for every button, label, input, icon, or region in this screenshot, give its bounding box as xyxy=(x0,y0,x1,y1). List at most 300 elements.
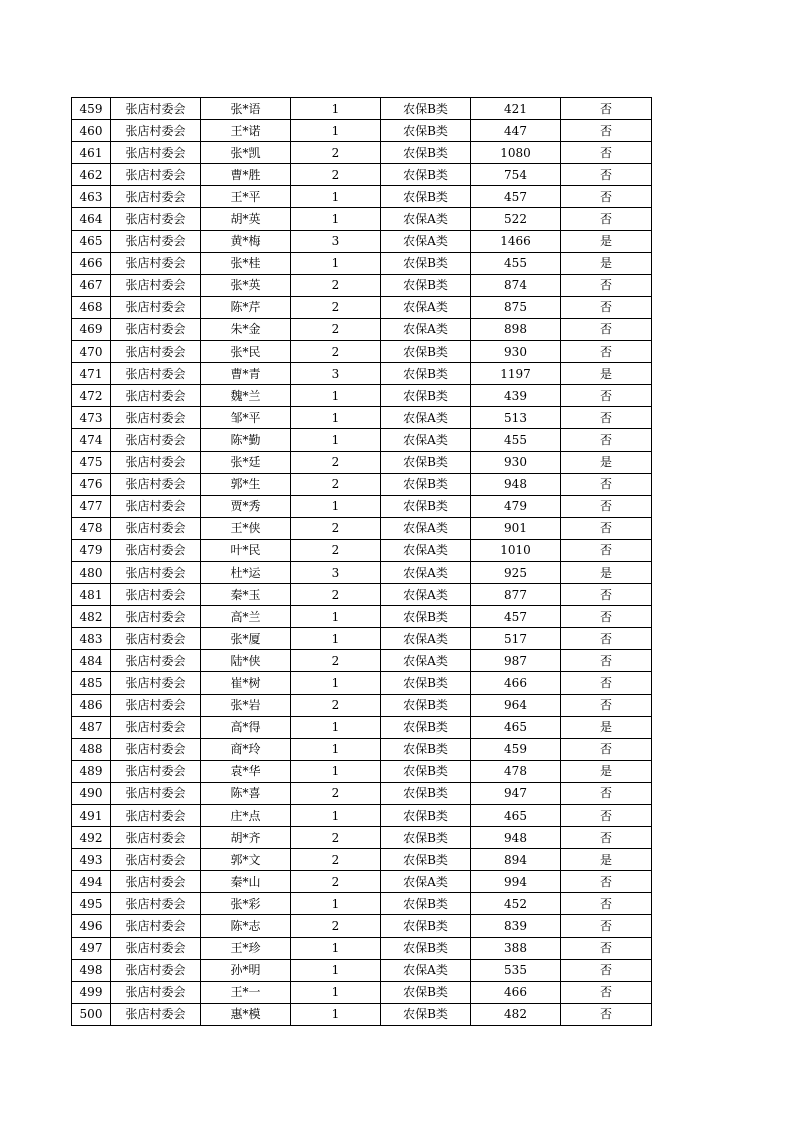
table-row xyxy=(72,318,652,340)
row-number-cell: 499 xyxy=(72,981,111,1003)
table-row xyxy=(72,561,652,583)
table-row xyxy=(72,539,652,561)
village-cell: 张店村委会 xyxy=(111,849,201,871)
village-cell: 张店村委会 xyxy=(111,407,201,429)
table-row xyxy=(72,959,652,981)
row-number-cell: 460 xyxy=(72,120,111,142)
table-row xyxy=(72,473,652,495)
flag-cell: 否 xyxy=(561,738,652,760)
flag-cell: 否 xyxy=(561,782,652,804)
row-number-cell: 490 xyxy=(72,782,111,804)
flag-cell: 否 xyxy=(561,805,652,827)
village-cell: 张店村委会 xyxy=(111,981,201,1003)
village-cell: 张店村委会 xyxy=(111,495,201,517)
village-cell: 张店村委会 xyxy=(111,738,201,760)
person-name-cell: 邹*平 xyxy=(201,407,291,429)
amount-cell: 1010 xyxy=(471,539,561,561)
amount-cell: 535 xyxy=(471,959,561,981)
amount-cell: 517 xyxy=(471,628,561,650)
household-size-cell: 1 xyxy=(291,937,381,959)
flag-cell: 否 xyxy=(561,208,652,230)
person-name-cell: 张*岩 xyxy=(201,694,291,716)
amount-cell: 930 xyxy=(471,451,561,473)
row-number-cell: 481 xyxy=(72,584,111,606)
table-row xyxy=(72,98,652,120)
insurance-type-cell: 农保B类 xyxy=(381,827,471,849)
amount-cell: 421 xyxy=(471,98,561,120)
table-row xyxy=(72,208,652,230)
insurance-type-cell: 农保B类 xyxy=(381,915,471,937)
household-size-cell: 1 xyxy=(291,738,381,760)
insurance-type-cell: 农保B类 xyxy=(381,341,471,363)
insurance-type-cell: 农保B类 xyxy=(381,451,471,473)
village-cell: 张店村委会 xyxy=(111,827,201,849)
flag-cell: 否 xyxy=(561,584,652,606)
flag-cell: 否 xyxy=(561,274,652,296)
village-cell: 张店村委会 xyxy=(111,208,201,230)
person-name-cell: 王*平 xyxy=(201,186,291,208)
flag-cell: 否 xyxy=(561,98,652,120)
amount-cell: 465 xyxy=(471,805,561,827)
table-row xyxy=(72,517,652,539)
row-number-cell: 489 xyxy=(72,760,111,782)
table-row xyxy=(72,120,652,142)
village-cell: 张店村委会 xyxy=(111,164,201,186)
person-name-cell: 崔*树 xyxy=(201,672,291,694)
flag-cell: 否 xyxy=(561,385,652,407)
amount-cell: 459 xyxy=(471,738,561,760)
amount-cell: 457 xyxy=(471,606,561,628)
table-row xyxy=(72,606,652,628)
flag-cell: 否 xyxy=(561,650,652,672)
row-number-cell: 466 xyxy=(72,252,111,274)
person-name-cell: 魏*兰 xyxy=(201,385,291,407)
row-number-cell: 497 xyxy=(72,937,111,959)
insurance-type-cell: 农保A类 xyxy=(381,296,471,318)
person-name-cell: 王*一 xyxy=(201,981,291,1003)
household-size-cell: 1 xyxy=(291,805,381,827)
insurance-type-cell: 农保A类 xyxy=(381,650,471,672)
table-row xyxy=(72,296,652,318)
row-number-cell: 494 xyxy=(72,871,111,893)
insurance-type-cell: 农保B类 xyxy=(381,716,471,738)
table-row xyxy=(72,164,652,186)
household-size-cell: 2 xyxy=(291,539,381,561)
row-number-cell: 468 xyxy=(72,296,111,318)
person-name-cell: 张*彩 xyxy=(201,893,291,915)
household-size-cell: 1 xyxy=(291,672,381,694)
amount-cell: 482 xyxy=(471,1003,561,1025)
table-row xyxy=(72,782,652,804)
table-row xyxy=(72,341,652,363)
amount-cell: 754 xyxy=(471,164,561,186)
row-number-cell: 461 xyxy=(72,142,111,164)
row-number-cell: 492 xyxy=(72,827,111,849)
village-cell: 张店村委会 xyxy=(111,230,201,252)
household-size-cell: 1 xyxy=(291,495,381,517)
village-cell: 张店村委会 xyxy=(111,805,201,827)
flag-cell: 否 xyxy=(561,318,652,340)
person-name-cell: 陈*勤 xyxy=(201,429,291,451)
insurance-type-cell: 农保B类 xyxy=(381,849,471,871)
person-name-cell: 陈*志 xyxy=(201,915,291,937)
household-size-cell: 2 xyxy=(291,164,381,186)
table-row xyxy=(72,142,652,164)
person-name-cell: 庄*点 xyxy=(201,805,291,827)
person-name-cell: 张*民 xyxy=(201,341,291,363)
row-number-cell: 491 xyxy=(72,805,111,827)
person-name-cell: 王*诺 xyxy=(201,120,291,142)
household-size-cell: 1 xyxy=(291,716,381,738)
amount-cell: 948 xyxy=(471,473,561,495)
row-number-cell: 469 xyxy=(72,318,111,340)
insurance-type-cell: 农保A类 xyxy=(381,584,471,606)
row-number-cell: 480 xyxy=(72,561,111,583)
amount-cell: 479 xyxy=(471,495,561,517)
person-name-cell: 张*厦 xyxy=(201,628,291,650)
person-name-cell: 张*廷 xyxy=(201,451,291,473)
table-row xyxy=(72,760,652,782)
village-cell: 张店村委会 xyxy=(111,120,201,142)
table-row xyxy=(72,230,652,252)
amount-cell: 522 xyxy=(471,208,561,230)
person-name-cell: 王*侠 xyxy=(201,517,291,539)
person-name-cell: 商*玲 xyxy=(201,738,291,760)
village-cell: 张店村委会 xyxy=(111,871,201,893)
village-cell: 张店村委会 xyxy=(111,451,201,473)
insurance-type-cell: 农保B类 xyxy=(381,893,471,915)
person-name-cell: 叶*民 xyxy=(201,539,291,561)
row-number-cell: 488 xyxy=(72,738,111,760)
village-cell: 张店村委会 xyxy=(111,429,201,451)
person-name-cell: 张*凯 xyxy=(201,142,291,164)
household-size-cell: 1 xyxy=(291,606,381,628)
amount-cell: 894 xyxy=(471,849,561,871)
table-row xyxy=(72,495,652,517)
village-cell: 张店村委会 xyxy=(111,672,201,694)
insurance-type-cell: 农保B类 xyxy=(381,385,471,407)
row-number-cell: 477 xyxy=(72,495,111,517)
roster-table xyxy=(71,97,652,1026)
village-cell: 张店村委会 xyxy=(111,318,201,340)
village-cell: 张店村委会 xyxy=(111,782,201,804)
table-row xyxy=(72,716,652,738)
person-name-cell: 胡*齐 xyxy=(201,827,291,849)
person-name-cell: 陆*侠 xyxy=(201,650,291,672)
flag-cell: 是 xyxy=(561,561,652,583)
person-name-cell: 秦*玉 xyxy=(201,584,291,606)
row-number-cell: 487 xyxy=(72,716,111,738)
person-name-cell: 惠*模 xyxy=(201,1003,291,1025)
amount-cell: 1197 xyxy=(471,363,561,385)
amount-cell: 455 xyxy=(471,252,561,274)
person-name-cell: 王*珍 xyxy=(201,937,291,959)
table-row xyxy=(72,672,652,694)
table-row xyxy=(72,407,652,429)
household-size-cell: 1 xyxy=(291,252,381,274)
amount-cell: 948 xyxy=(471,827,561,849)
flag-cell: 是 xyxy=(561,760,652,782)
amount-cell: 478 xyxy=(471,760,561,782)
household-size-cell: 1 xyxy=(291,407,381,429)
person-name-cell: 朱*金 xyxy=(201,318,291,340)
insurance-type-cell: 农保B类 xyxy=(381,1003,471,1025)
insurance-type-cell: 农保B类 xyxy=(381,981,471,1003)
flag-cell: 否 xyxy=(561,341,652,363)
person-name-cell: 袁*华 xyxy=(201,760,291,782)
person-name-cell: 高*得 xyxy=(201,716,291,738)
row-number-cell: 462 xyxy=(72,164,111,186)
household-size-cell: 2 xyxy=(291,517,381,539)
household-size-cell: 2 xyxy=(291,451,381,473)
household-size-cell: 1 xyxy=(291,385,381,407)
household-size-cell: 1 xyxy=(291,981,381,1003)
person-name-cell: 张*桂 xyxy=(201,252,291,274)
household-size-cell: 1 xyxy=(291,628,381,650)
insurance-type-cell: 农保B类 xyxy=(381,782,471,804)
village-cell: 张店村委会 xyxy=(111,915,201,937)
row-number-cell: 471 xyxy=(72,363,111,385)
amount-cell: 964 xyxy=(471,694,561,716)
village-cell: 张店村委会 xyxy=(111,760,201,782)
amount-cell: 455 xyxy=(471,429,561,451)
village-cell: 张店村委会 xyxy=(111,363,201,385)
person-name-cell: 陈*喜 xyxy=(201,782,291,804)
flag-cell: 否 xyxy=(561,827,652,849)
flag-cell: 否 xyxy=(561,606,652,628)
insurance-type-cell: 农保B类 xyxy=(381,252,471,274)
row-number-cell: 495 xyxy=(72,893,111,915)
person-name-cell: 曹*胜 xyxy=(201,164,291,186)
insurance-type-cell: 农保B类 xyxy=(381,672,471,694)
insurance-type-cell: 农保B类 xyxy=(381,937,471,959)
table-row xyxy=(72,274,652,296)
amount-cell: 874 xyxy=(471,274,561,296)
amount-cell: 465 xyxy=(471,716,561,738)
village-cell: 张店村委会 xyxy=(111,517,201,539)
household-size-cell: 2 xyxy=(291,584,381,606)
insurance-type-cell: 农保B类 xyxy=(381,805,471,827)
household-size-cell: 1 xyxy=(291,120,381,142)
amount-cell: 925 xyxy=(471,561,561,583)
village-cell: 张店村委会 xyxy=(111,893,201,915)
amount-cell: 877 xyxy=(471,584,561,606)
household-size-cell: 2 xyxy=(291,318,381,340)
table-row xyxy=(72,805,652,827)
table-row xyxy=(72,650,652,672)
household-size-cell: 3 xyxy=(291,363,381,385)
insurance-type-cell: 农保A类 xyxy=(381,628,471,650)
amount-cell: 466 xyxy=(471,981,561,1003)
household-size-cell: 1 xyxy=(291,186,381,208)
flag-cell: 是 xyxy=(561,849,652,871)
row-number-cell: 474 xyxy=(72,429,111,451)
row-number-cell: 483 xyxy=(72,628,111,650)
row-number-cell: 479 xyxy=(72,539,111,561)
household-size-cell: 1 xyxy=(291,893,381,915)
row-number-cell: 465 xyxy=(72,230,111,252)
household-size-cell: 1 xyxy=(291,760,381,782)
person-name-cell: 张*语 xyxy=(201,98,291,120)
village-cell: 张店村委会 xyxy=(111,716,201,738)
insurance-type-cell: 农保A类 xyxy=(381,959,471,981)
person-name-cell: 郭*文 xyxy=(201,849,291,871)
person-name-cell: 郭*生 xyxy=(201,473,291,495)
flag-cell: 否 xyxy=(561,628,652,650)
insurance-type-cell: 农保A类 xyxy=(381,208,471,230)
flag-cell: 否 xyxy=(561,517,652,539)
insurance-type-cell: 农保B类 xyxy=(381,98,471,120)
roster-table-body xyxy=(72,98,652,1026)
village-cell: 张店村委会 xyxy=(111,606,201,628)
table-row xyxy=(72,827,652,849)
amount-cell: 466 xyxy=(471,672,561,694)
table-row xyxy=(72,252,652,274)
person-name-cell: 胡*英 xyxy=(201,208,291,230)
amount-cell: 898 xyxy=(471,318,561,340)
insurance-type-cell: 农保B类 xyxy=(381,186,471,208)
village-cell: 张店村委会 xyxy=(111,628,201,650)
table-row xyxy=(72,451,652,473)
row-number-cell: 459 xyxy=(72,98,111,120)
insurance-type-cell: 农保A类 xyxy=(381,429,471,451)
person-name-cell: 秦*山 xyxy=(201,871,291,893)
row-number-cell: 472 xyxy=(72,385,111,407)
row-number-cell: 470 xyxy=(72,341,111,363)
amount-cell: 1080 xyxy=(471,142,561,164)
person-name-cell: 张*英 xyxy=(201,274,291,296)
flag-cell: 否 xyxy=(561,959,652,981)
village-cell: 张店村委会 xyxy=(111,341,201,363)
flag-cell: 否 xyxy=(561,407,652,429)
village-cell: 张店村委会 xyxy=(111,385,201,407)
insurance-type-cell: 农保A类 xyxy=(381,407,471,429)
household-size-cell: 2 xyxy=(291,650,381,672)
insurance-type-cell: 农保B类 xyxy=(381,495,471,517)
insurance-type-cell: 农保B类 xyxy=(381,606,471,628)
table-row xyxy=(72,915,652,937)
table-row xyxy=(72,385,652,407)
household-size-cell: 3 xyxy=(291,230,381,252)
person-name-cell: 黄*梅 xyxy=(201,230,291,252)
village-cell: 张店村委会 xyxy=(111,252,201,274)
insurance-type-cell: 农保B类 xyxy=(381,760,471,782)
flag-cell: 否 xyxy=(561,473,652,495)
row-number-cell: 486 xyxy=(72,694,111,716)
village-cell: 张店村委会 xyxy=(111,561,201,583)
village-cell: 张店村委会 xyxy=(111,186,201,208)
table-row xyxy=(72,981,652,1003)
amount-cell: 987 xyxy=(471,650,561,672)
amount-cell: 839 xyxy=(471,915,561,937)
amount-cell: 513 xyxy=(471,407,561,429)
village-cell: 张店村委会 xyxy=(111,142,201,164)
amount-cell: 452 xyxy=(471,893,561,915)
household-size-cell: 2 xyxy=(291,473,381,495)
table-row xyxy=(72,429,652,451)
insurance-type-cell: 农保A类 xyxy=(381,318,471,340)
row-number-cell: 475 xyxy=(72,451,111,473)
flag-cell: 否 xyxy=(561,937,652,959)
row-number-cell: 496 xyxy=(72,915,111,937)
person-name-cell: 曹*青 xyxy=(201,363,291,385)
table-row xyxy=(72,937,652,959)
household-size-cell: 2 xyxy=(291,341,381,363)
flag-cell: 否 xyxy=(561,915,652,937)
amount-cell: 1466 xyxy=(471,230,561,252)
table-row xyxy=(72,628,652,650)
flag-cell: 是 xyxy=(561,716,652,738)
flag-cell: 是 xyxy=(561,252,652,274)
table-row xyxy=(72,738,652,760)
household-size-cell: 2 xyxy=(291,782,381,804)
row-number-cell: 463 xyxy=(72,186,111,208)
village-cell: 张店村委会 xyxy=(111,473,201,495)
flag-cell: 否 xyxy=(561,495,652,517)
row-number-cell: 464 xyxy=(72,208,111,230)
household-size-cell: 2 xyxy=(291,142,381,164)
insurance-type-cell: 农保B类 xyxy=(381,120,471,142)
table-row xyxy=(72,694,652,716)
household-size-cell: 2 xyxy=(291,274,381,296)
flag-cell: 否 xyxy=(561,1003,652,1025)
insurance-type-cell: 农保B类 xyxy=(381,473,471,495)
flag-cell: 否 xyxy=(561,164,652,186)
row-number-cell: 473 xyxy=(72,407,111,429)
village-cell: 张店村委会 xyxy=(111,937,201,959)
flag-cell: 否 xyxy=(561,893,652,915)
village-cell: 张店村委会 xyxy=(111,650,201,672)
household-size-cell: 2 xyxy=(291,694,381,716)
table-row xyxy=(72,584,652,606)
row-number-cell: 482 xyxy=(72,606,111,628)
insurance-type-cell: 农保B类 xyxy=(381,274,471,296)
amount-cell: 901 xyxy=(471,517,561,539)
amount-cell: 947 xyxy=(471,782,561,804)
person-name-cell: 杜*运 xyxy=(201,561,291,583)
amount-cell: 994 xyxy=(471,871,561,893)
person-name-cell: 陈*芹 xyxy=(201,296,291,318)
amount-cell: 388 xyxy=(471,937,561,959)
village-cell: 张店村委会 xyxy=(111,694,201,716)
flag-cell: 否 xyxy=(561,981,652,1003)
flag-cell: 否 xyxy=(561,672,652,694)
household-size-cell: 2 xyxy=(291,849,381,871)
insurance-type-cell: 农保B类 xyxy=(381,738,471,760)
row-number-cell: 485 xyxy=(72,672,111,694)
insurance-type-cell: 农保B类 xyxy=(381,164,471,186)
row-number-cell: 467 xyxy=(72,274,111,296)
village-cell: 张店村委会 xyxy=(111,539,201,561)
amount-cell: 930 xyxy=(471,341,561,363)
table-row xyxy=(72,186,652,208)
household-size-cell: 1 xyxy=(291,429,381,451)
household-size-cell: 1 xyxy=(291,959,381,981)
insurance-type-cell: 农保A类 xyxy=(381,517,471,539)
insurance-type-cell: 农保B类 xyxy=(381,142,471,164)
village-cell: 张店村委会 xyxy=(111,959,201,981)
village-cell: 张店村委会 xyxy=(111,1003,201,1025)
flag-cell: 否 xyxy=(561,429,652,451)
person-name-cell: 孙*明 xyxy=(201,959,291,981)
village-cell: 张店村委会 xyxy=(111,296,201,318)
amount-cell: 875 xyxy=(471,296,561,318)
household-size-cell: 1 xyxy=(291,208,381,230)
flag-cell: 否 xyxy=(561,871,652,893)
flag-cell: 是 xyxy=(561,363,652,385)
household-size-cell: 1 xyxy=(291,1003,381,1025)
flag-cell: 否 xyxy=(561,296,652,318)
